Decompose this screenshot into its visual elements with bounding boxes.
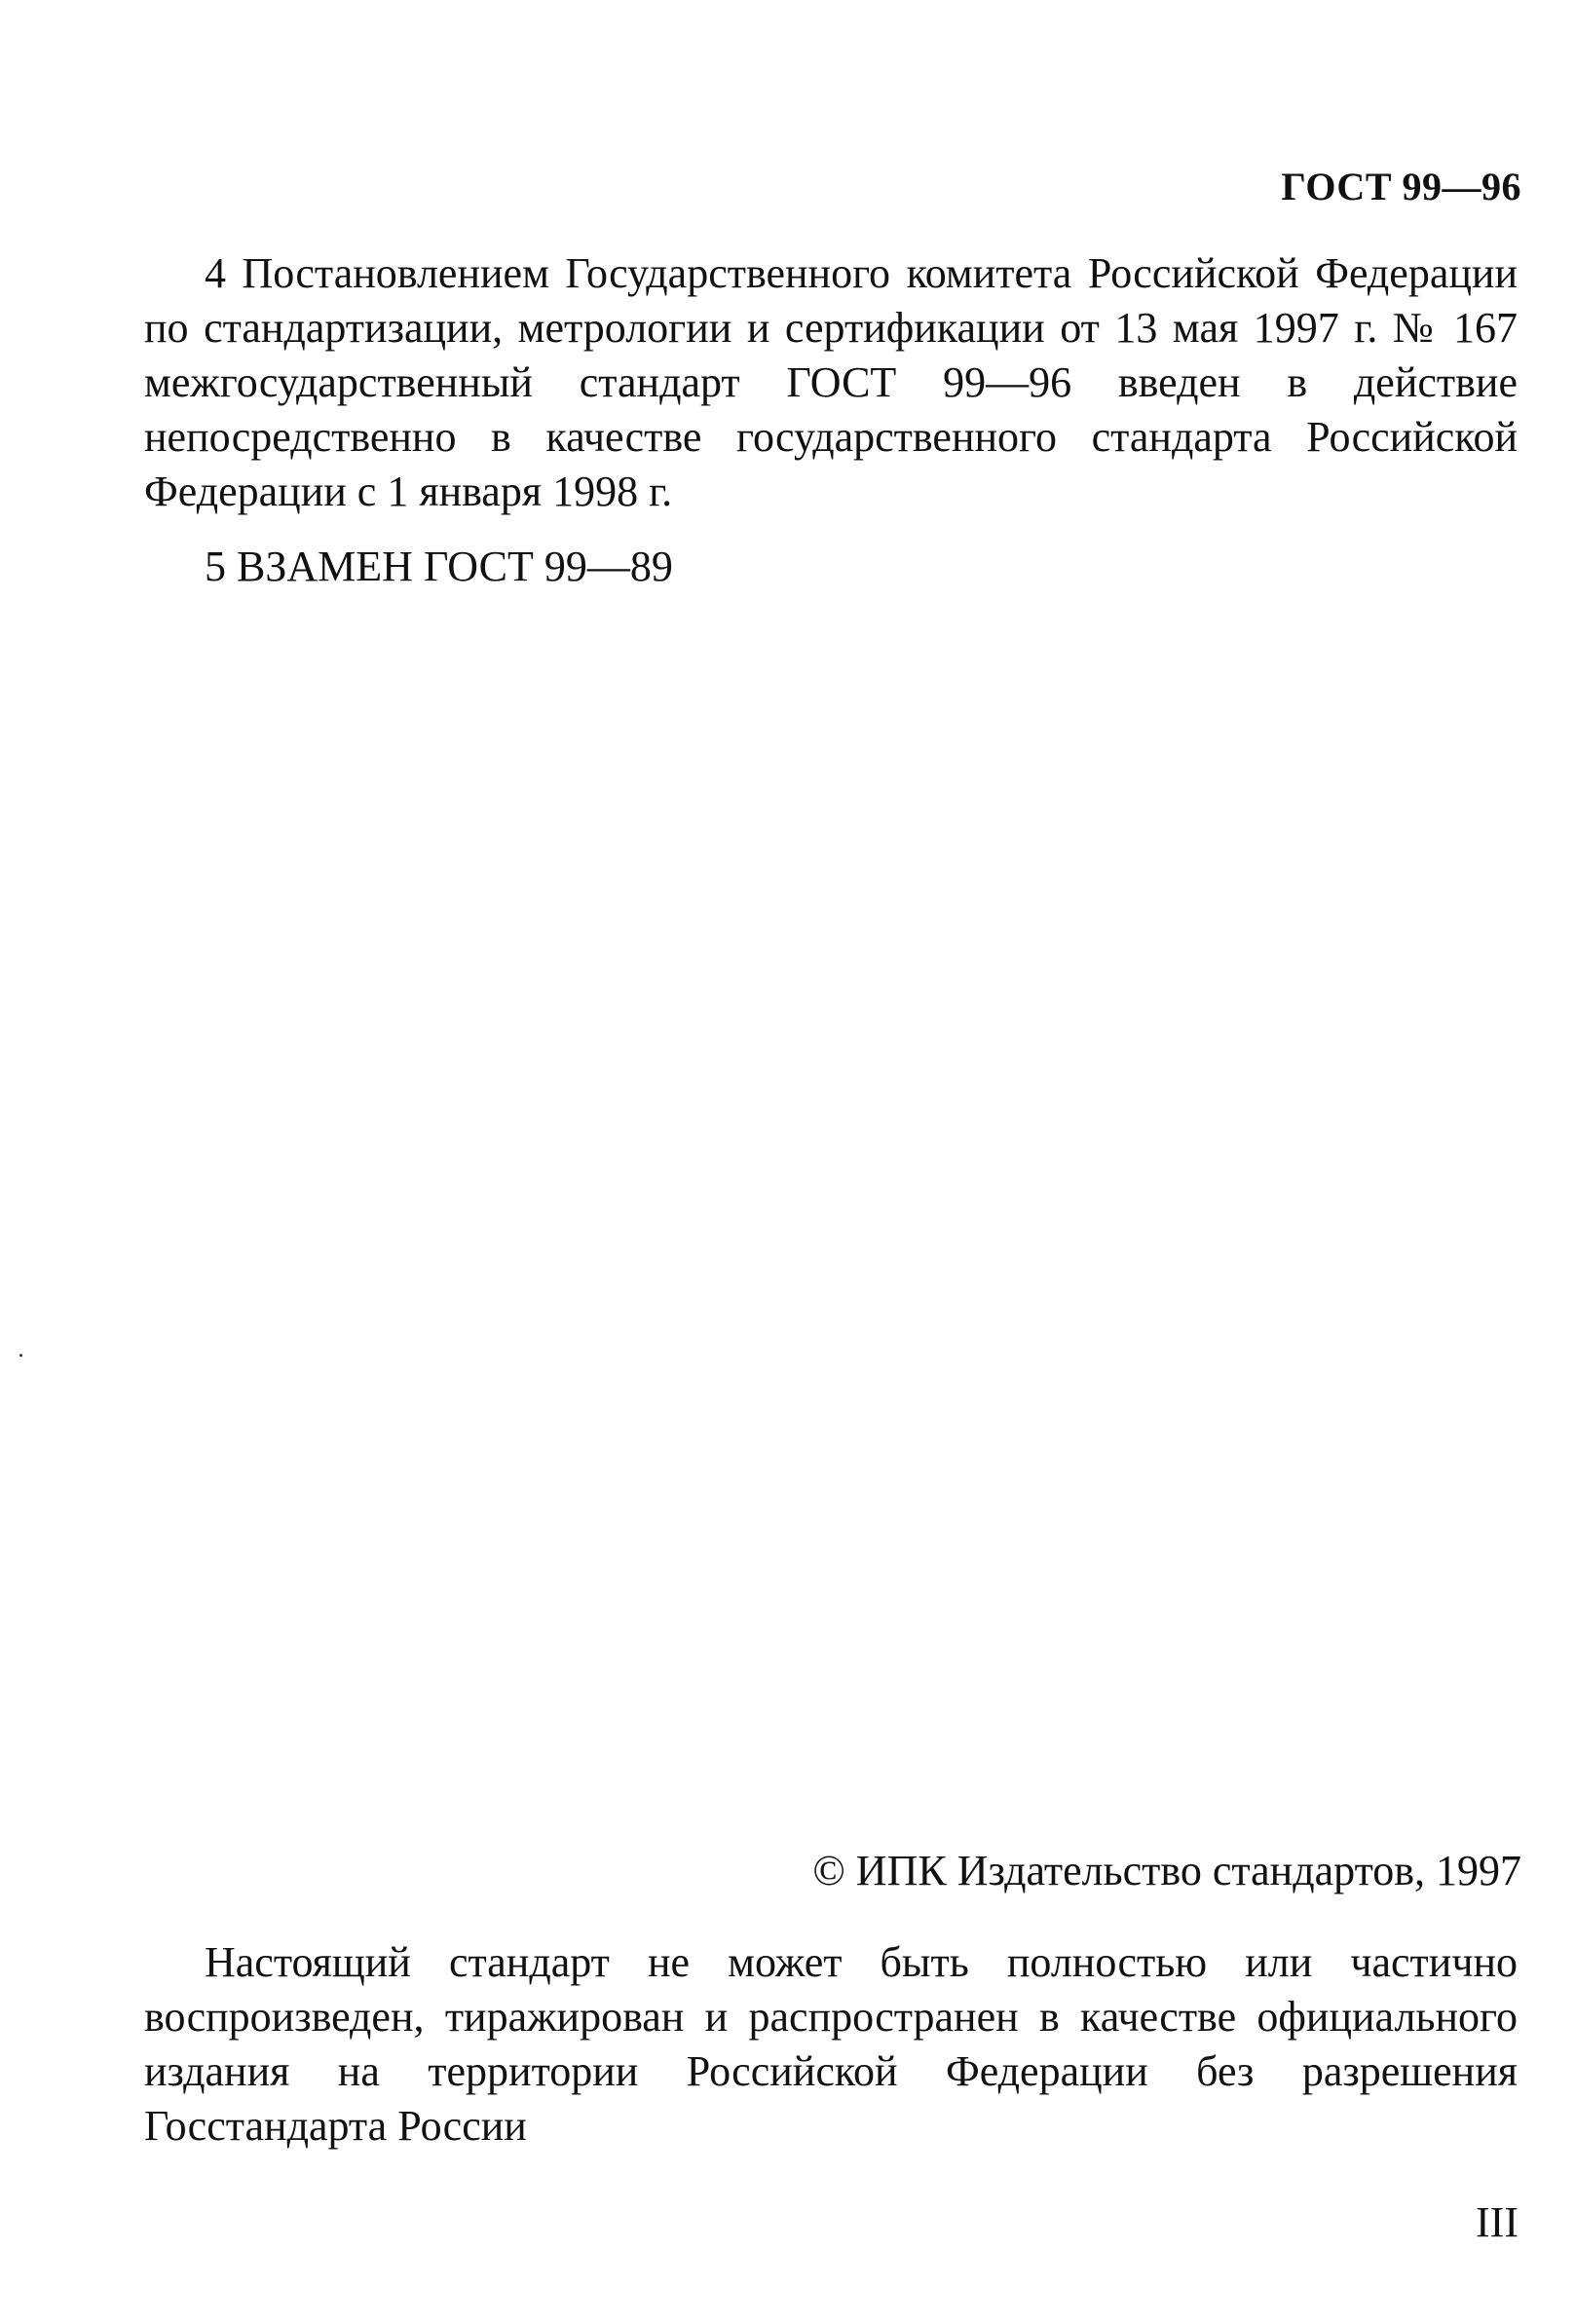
section-item-4-text: 4 Постановлением Государственного комитета Российской Федерации по стандартизации, метрологии и сертификации от 13 мая 1997 г. № 167 межгосударственный стандарт ГОСТ 99—96 введен в действие непосредственно в качестве государственного стандарта Российской Федерации с 1 января 1998 г. [144,249,1518,515]
scan-speck [19,1354,22,1357]
section-item-5: 5 ВЗАМЕН ГОСТ 99—89 [205,543,673,590]
section-item-4 [144,246,1518,519]
copyright-line: © ИПК Издательство стандартов, 1997 [812,1847,1521,1894]
reproduction-notice-text: Настоящий стандарт не может быть полностью или частично воспроизведен, тиражирован и распространен в качестве официального издания на территории Российской Федерации без разрешения Госстандарта России [144,1938,1518,2150]
reproduction-notice [144,1935,1518,2154]
document-code-header: ГОСТ 99—96 [1281,165,1521,208]
page-number: III [1476,2198,1519,2246]
